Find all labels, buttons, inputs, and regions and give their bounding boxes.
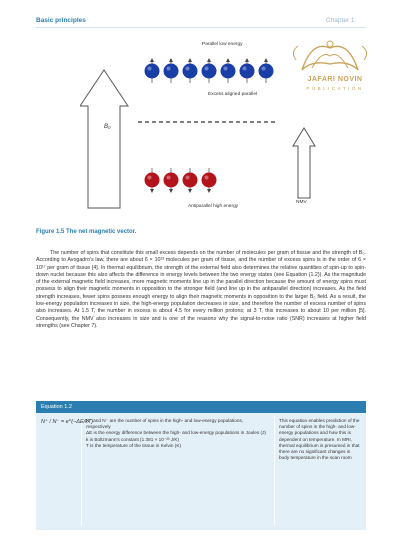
- label-antiparallel-high-energy: Antiparallel high energy: [188, 204, 239, 209]
- figure-graphic: [80, 36, 330, 216]
- b0-arrow: [80, 70, 128, 208]
- page-header: [0, 0, 400, 30]
- logo-name: JAFARI NOVIN: [307, 76, 363, 83]
- body-text: The number of spins that constitute this small excess depends on the number of molecules per gram of tissue and the strength of B₀. According to Avogadro's law, there are about 6 × 10²³ molecules per gram of tissue, and the number of excess spins is in the order of 6 × 10¹⁷ per gram of tissue [4]. In thermal equilibrium, the strength of the external field also determines the relative quantities of spin-up to spin-down nuclei because this also affects the difference in energy levels between the two energy states (see Equation (1.2)). As the magnitude of the external magnetic field increases, more magnetic moments line up in the parallel direction because the amount of energy spins must possess to align their magnetic moments in opposition to the stronger field (and line up in the antiparallel direction) increases. As the field strength increases, fewer spins possess enough energy to align their magnetic moments in opposition to the larger B₀ field. As a result, the low-energy population increases in size, the high-energy population decreases in size, and therefore the number of excess number of spins also increases. At 1.5 T, the number in excess is about 4.5 for every million protons; at 3 T, this increases to about 10 per million [5]. Consequently, the NMV also increases in size and is one of the reasons why the signal-to-noise ratio (SNR) increases at higher field strengths (see Chapter 7).: [36, 250, 366, 329]
- antiparallel-spin-1: [164, 168, 179, 193]
- label-excess-aligned: Excess aligned parallel: [208, 92, 258, 97]
- header-divider: [36, 27, 366, 28]
- equation-note: This equation enables prediction of the number of spins in the high- and low-energy populations and how this is dependent on temperature. In MRI, thermal equilibrium is presumed in that there are no significant changes in body temperature in the scan room: [279, 418, 360, 461]
- label-nmv: NMV: [296, 200, 307, 205]
- antiparallel-spin-0: [145, 168, 160, 193]
- definition-item: T is the temperature of the tissue in Kelvin (K): [86, 442, 182, 448]
- parallel-spin-3: [202, 58, 217, 83]
- definition-item: N⁺ and N⁻ are the number of spins in the high- and low-energy populations, respectively: [86, 418, 244, 430]
- equation-formula: N⁺ / N⁻ = e^(−ΔE/kT): [41, 419, 94, 425]
- parallel-spin-6: [259, 58, 274, 83]
- parallel-spin-1: [164, 58, 179, 83]
- antiparallel-spin-2: [183, 168, 198, 193]
- equation-title: Equation 1.2: [41, 404, 72, 410]
- equation-definitions: [86, 418, 266, 449]
- antiparallel-spins: [145, 168, 217, 193]
- equation-column-divider: [274, 415, 275, 525]
- figure-caption: Figure 1.5 The net magnetic vector.: [36, 229, 137, 235]
- label-parallel-low-energy: Parallel low energy: [202, 42, 243, 47]
- parallel-spin-0: [145, 58, 160, 83]
- nmv-arrow: [293, 128, 315, 198]
- label-b0: B₀: [104, 124, 111, 130]
- body-paragraph: [36, 250, 366, 330]
- parallel-spin-2: [183, 58, 198, 83]
- equation-column-divider: [81, 415, 82, 525]
- equation-header: [36, 401, 366, 413]
- parallel-spin-4: [221, 58, 236, 83]
- section-title: Basic principles: [36, 17, 86, 24]
- logo-sub: PUBLICATION: [306, 86, 364, 91]
- net-magnetic-vector-figure: [80, 36, 330, 216]
- parallel-spins: [145, 58, 274, 83]
- definition-item: k is Boltzmann's constant (1.381 × 10⁻²³ J/K): [86, 436, 180, 442]
- definition-item: ΔE is the energy difference between the high- and low-energy populations in Joules (J): [86, 430, 266, 436]
- antiparallel-spin-3: [202, 168, 217, 193]
- equation-box: [36, 401, 366, 530]
- chapter-label: Chapter 1: [326, 17, 355, 24]
- parallel-spin-5: [240, 58, 255, 83]
